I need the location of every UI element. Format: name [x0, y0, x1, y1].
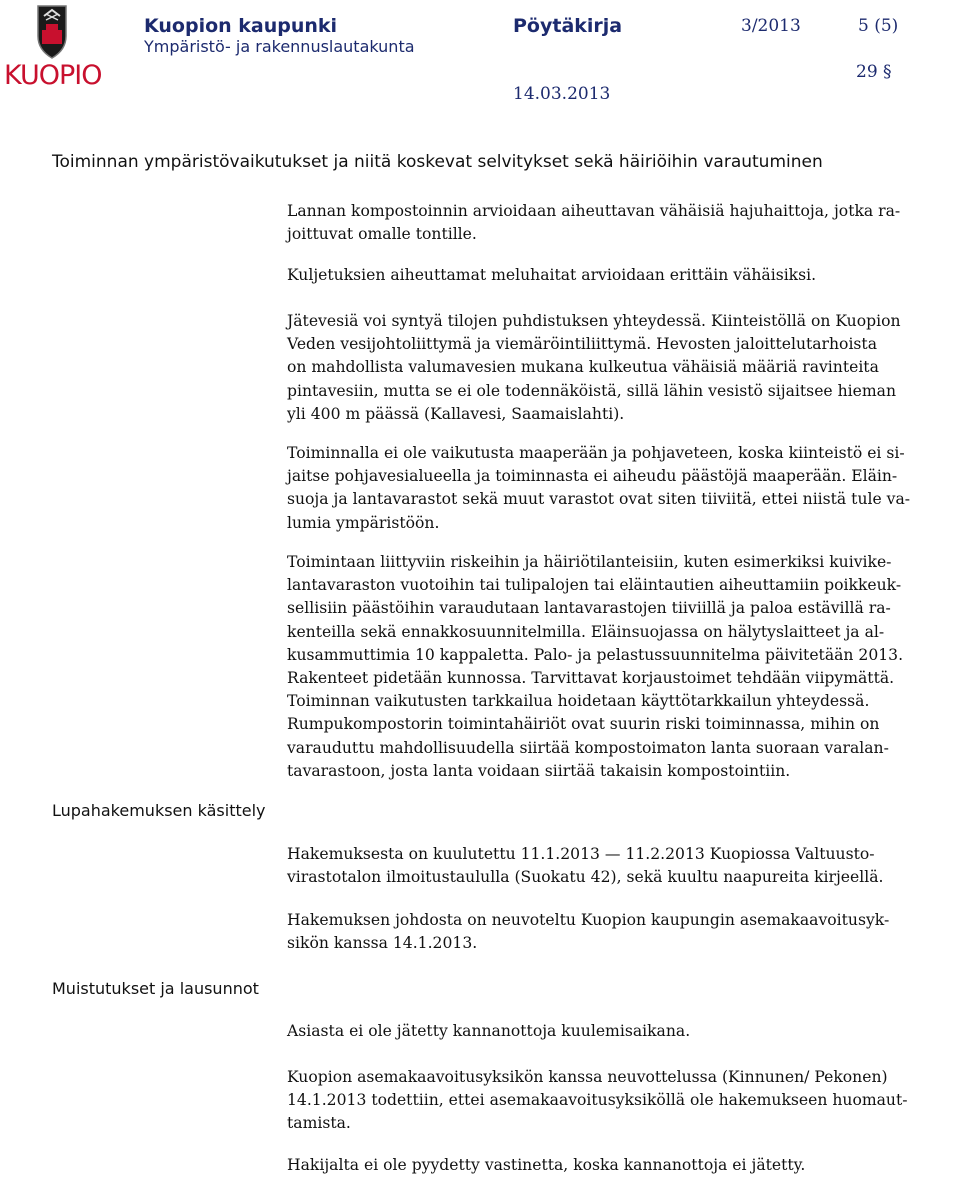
paragraph-odour: Lannan kompostoinnin arvioidaan aiheuttavan vähäisiä hajuhaittoja, jotka ra- joittuvat omalle tontille. [287, 202, 901, 244]
paragraph-noise: Kuljetuksien aiheuttamat meluhaitat arvioidaan erittäin vähäisiksi. [287, 266, 817, 284]
label-objections-statements: Muistutukset ja lausunnot [52, 979, 259, 998]
org-name: Kuopion kaupunki [144, 15, 338, 37]
paragraph-no-objections: Asiasta ei ole jätetty kannanottoja kuulemisaikana. [287, 1022, 691, 1040]
paragraph-soil: Toiminnalla ei ole vaikutusta maaperään ja pohjaveteen, koska kiinteistö ei si- jaitse pohjavesialueella ja toiminnasta ei aiheudu päästöjä maaperään. Eläin- suoja ja lantavarastot sekä muut varastot ovat siten tiiviitä, ettei niistä tule va- lumia ympäristöön. [287, 444, 911, 532]
logo-wordmark: KUOPIO [4, 60, 102, 91]
doc-type: Pöytäkirja [513, 15, 623, 37]
section-number: 29 § [856, 62, 892, 82]
unit-name: Ympäristö- ja rakennuslautakunta [144, 37, 415, 56]
meeting-date: 14.03.2013 [513, 84, 611, 104]
paragraph-planning-unit: Kuopion asemakaavoitusyksikön kanssa neuvottelussa (Kinnunen/ Pekonen) 14.1.2013 todettiin, ettei asemakaavoitusyksiköllä ole hakemukseen huomaut- tamista. [287, 1068, 908, 1133]
paragraph-announcement: Hakemuksesta on kuulutettu 11.1.2013 — 11.2.2013 Kuopiossa Valtuusto- virastotalon ilmoitustaululla (Suokatu 42), sekä kuultu naapureita kirjeellä. [287, 845, 884, 887]
paragraph-wastewater: Jätevesiä voi syntyä tilojen puhdistuksen yhteydessä. Kiinteistöllä on Kuopion Veden vesijohtoliittymä ja viemäröintiliittymä. Hevosten jaloittelutarhoista on mahdollista valumavesien mukana kulkeutua vähäisiä määriä ravinteita pintavesiin, mutta se ei ole todennäköistä, sillä lähin vesistö sijaitsee hieman yli 400 m päässä (Kallavesi, Saamaislahti). [287, 312, 901, 423]
paragraph-no-response: Hakijalta ei ole pyydetty vastinetta, koska kannanottoja ei jätetty. [287, 1156, 806, 1174]
paragraph-consultation: Hakemuksen johdosta on neuvoteltu Kuopion kaupungin asemakaavoitusyk- sikön kanssa 14.1.2013. [287, 911, 890, 953]
label-application-processing: Lupahakemuksen käsittely [52, 801, 266, 820]
page-number: 5 (5) [858, 16, 899, 36]
kuopio-logo [4, 2, 100, 98]
section-heading: Toiminnan ympäristövaikutukset ja niitä koskevat selvitykset sekä häiriöihin varautuminen [52, 152, 823, 172]
doc-number: 3/2013 [741, 16, 801, 36]
coat-of-arms-icon [4, 2, 100, 62]
paragraph-risks: Toimintaan liittyviin riskeihin ja häiriötilanteisiin, kuten esimerkiksi kuivike- lantavaraston vuotoihin tai tulipalojen tai eläintautien aiheuttamiin poikkeuk- sellisiin päästöihin varaudutaan lantavarastojen tiiviillä ja paloa estävillä ra- kenteilla sekä ennakkosuunnitelmilla. Eläinsuojassa on hälytyslaitteet ja al- kusammuttimia 10 kappaletta. Palo- ja pelastussuunnitelma päivitetään 2013. Rakenteet pidetään kunnossa. Tarvittavat korjaustoimet tehdään viipymättä. Toiminnan vaikutusten tarkkailua hoidetaan käyttötarkkailun yhteydessä. Rumpukompostorin toimintahäiriöt ovat suurin riski toiminnassa, mihin on varauduttu mahdollisuudella siirtää kompostoimaton lanta suoraan varalan- tavarastoon, josta lanta voidaan siirtää takaisin kompostointiin. [287, 553, 904, 780]
